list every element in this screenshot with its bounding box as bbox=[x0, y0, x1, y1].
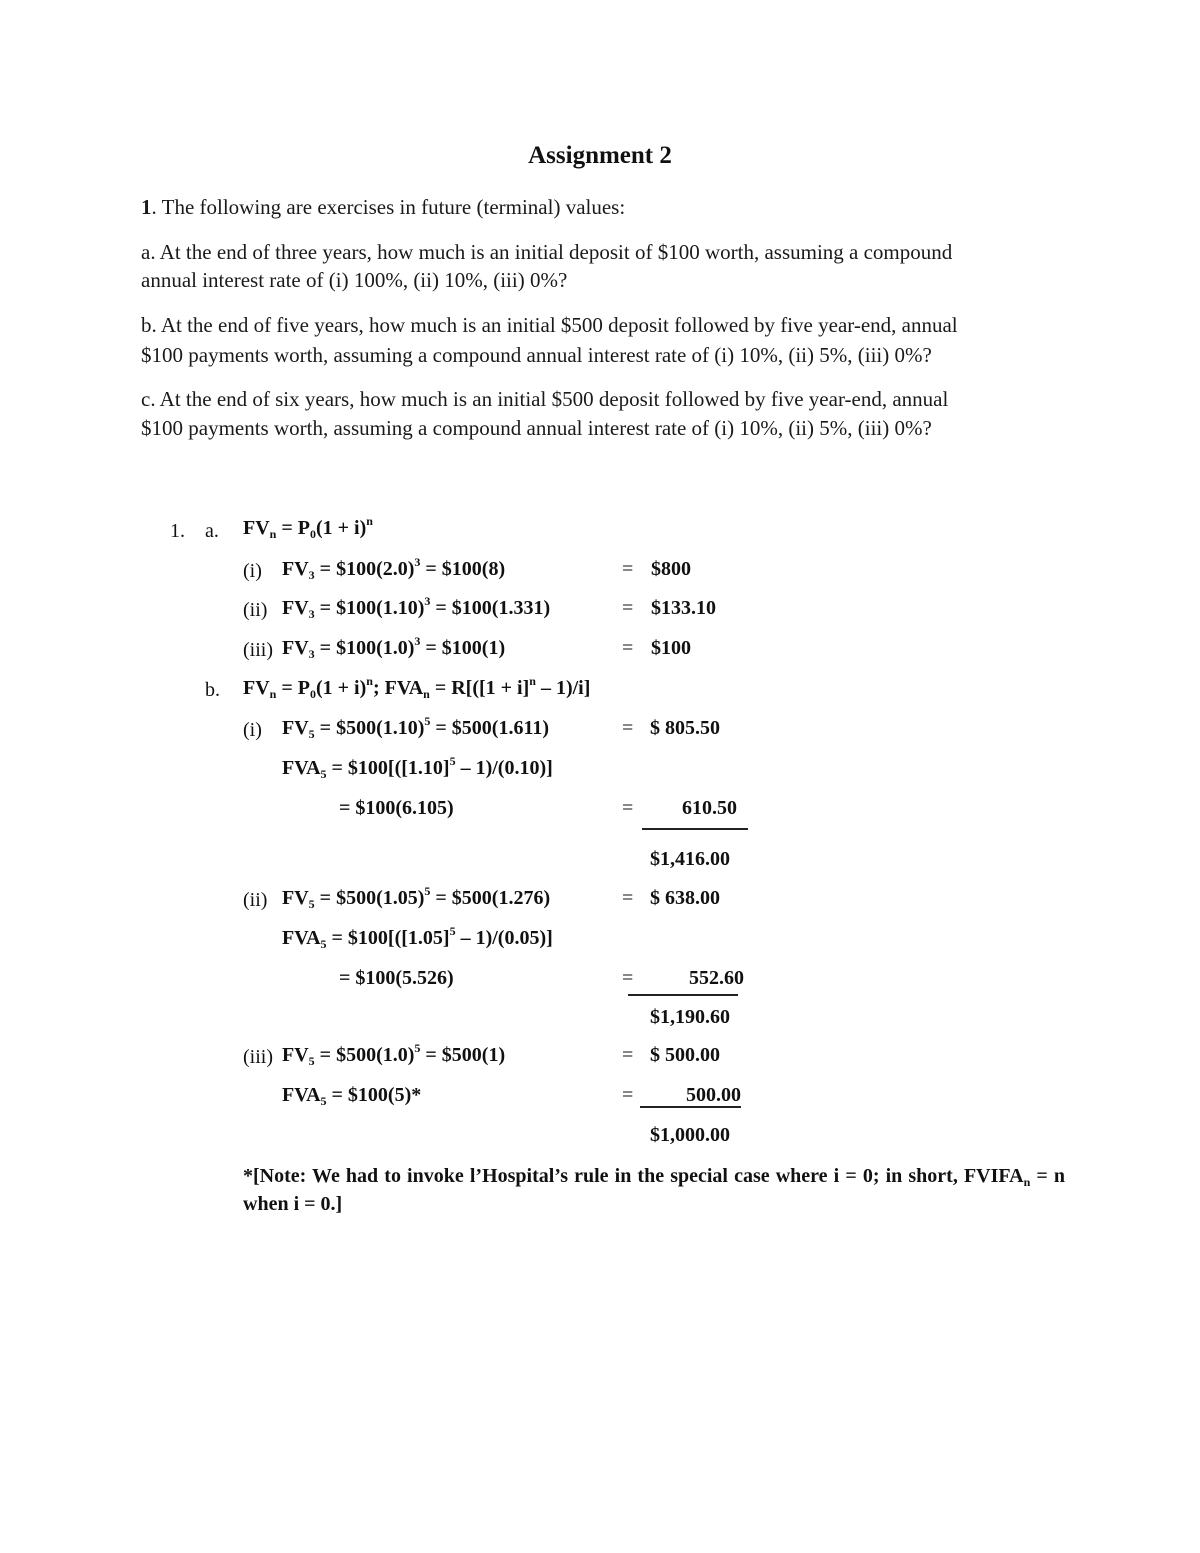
a-ii-equals: = bbox=[622, 597, 634, 619]
question-intro-text: . The following are exercises in future (terminal) values: bbox=[151, 195, 626, 219]
b-ii-fv-result: $ 638.00 bbox=[650, 887, 720, 909]
b-i-fva-result: 610.50 bbox=[682, 797, 737, 819]
footnote bbox=[243, 1162, 1065, 1218]
question-c-line-1: c. At the end of six years, how much is an initial $500 deposit followed by five year-end, annual bbox=[141, 387, 949, 411]
b-ii-fva-equals: = bbox=[622, 967, 634, 989]
b-iii-fv-equals: = bbox=[622, 1044, 634, 1066]
solution-part-b-label: b. bbox=[205, 679, 220, 701]
a-ii-formula: $FV_3$ = $\$100(1.10)^3$ = $100(1.331) bbox=[282, 594, 551, 621]
b-ii-fv-formula: $FV_5$ = $\$500(1.05)^5$ = $500(1.276) bbox=[282, 884, 551, 911]
b-ii-fva-calc: = $100(5.526) bbox=[339, 967, 454, 989]
b-iii-fva-equals: = bbox=[622, 1084, 634, 1106]
b-i-fva-calc: = $100(6.105) bbox=[339, 797, 454, 819]
question-intro bbox=[141, 193, 625, 221]
solution-number: 1. bbox=[170, 520, 185, 542]
a-iii-equals: = bbox=[622, 637, 634, 659]
question-number: 1 bbox=[141, 195, 152, 219]
a-ii-label: (ii) bbox=[243, 599, 268, 621]
b-i-fva-equals: = bbox=[622, 797, 634, 819]
b-i-label: (i) bbox=[243, 719, 262, 741]
b-i-fv-formula: $FV_5$ = $\$500(1.10)^5$ = $500(1.611) bbox=[282, 714, 550, 741]
b-ii-fva-result: 552.60 bbox=[689, 967, 744, 989]
b-i-sum-rule bbox=[642, 828, 748, 830]
formula-fv-general: $FV_n = P_0(1 + i)^n$ bbox=[243, 514, 373, 541]
b-i-fv-equals: = bbox=[622, 717, 634, 739]
b-i-fva-formula: $FVA_5$ = $\$100[([1.10]^5 - 1)/(0.10)]$ bbox=[282, 754, 553, 781]
a-i-formula: $FV_3$ = $\$100(2.0)^3$ = $100(8) bbox=[282, 555, 506, 582]
a-i-label: (i) bbox=[243, 560, 262, 582]
b-ii-total: $1,190.60 bbox=[650, 1006, 730, 1028]
question-a-line-1: a. At the end of three years, how much is an initial deposit of $100 worth, assuming a compound bbox=[141, 240, 953, 264]
a-ii-result: $133.10 bbox=[651, 597, 716, 619]
b-ii-fv-equals: = bbox=[622, 887, 634, 909]
a-i-equals: = bbox=[622, 558, 634, 580]
page-title: Assignment 2 bbox=[528, 142, 672, 169]
b-iii-total: $1,000.00 bbox=[650, 1124, 730, 1146]
solution-part-a-label: a. bbox=[205, 520, 219, 542]
b-ii-sum-rule bbox=[628, 994, 738, 996]
question-c-line-2: $100 payments worth, assuming a compound annual interest rate of (i) 10%, (ii) 5%, (iii) 0%? bbox=[141, 416, 932, 440]
b-i-total: $1,416.00 bbox=[650, 848, 730, 870]
b-i-fv-result: $ 805.50 bbox=[650, 717, 720, 739]
b-iii-fv-formula: $FV_5$ = $\$500(1.0)^5$ = $500(1) bbox=[282, 1041, 506, 1068]
a-iii-formula: $FV_3$ = $\$100(1.0)^3$ = $100(1) bbox=[282, 634, 506, 661]
a-iii-label: (iii) bbox=[243, 639, 273, 661]
formula-fva-general: $FV_n = P_0(1 + i)^n$; $FVA_n = R[([1 + i]^n - 1)/i]$ bbox=[243, 674, 591, 701]
footnote-text: *[Note: We had to invoke l’Hospital’s rule in the special case where i = 0; in short, $FVIFA_n = n$ when i = 0.] bbox=[243, 1165, 1065, 1215]
b-ii-label: (ii) bbox=[243, 889, 268, 911]
b-iii-fva-formula: $FVA_5$ = $100(5)* bbox=[282, 1084, 422, 1108]
b-iii-label: (iii) bbox=[243, 1046, 273, 1068]
question-a-line-2: annual interest rate of (i) 100%, (ii) 10%, (iii) 0%? bbox=[141, 268, 568, 292]
question-b-line-1: b. At the end of five years, how much is an initial $500 deposit followed by five year-end, annual bbox=[141, 313, 958, 337]
b-iii-fva-result: 500.00 bbox=[686, 1084, 741, 1106]
a-iii-result: $100 bbox=[651, 637, 691, 659]
b-iii-fv-result: $ 500.00 bbox=[650, 1044, 720, 1066]
b-ii-fva-formula: $FVA_5$ = $\$100[([1.05]^5 - 1)/(0.05)]$ bbox=[282, 924, 553, 951]
a-i-result: $800 bbox=[651, 558, 691, 580]
question-b-line-2: $100 payments worth, assuming a compound annual interest rate of (i) 10%, (ii) 5%, (iii) 0%? bbox=[141, 343, 932, 367]
